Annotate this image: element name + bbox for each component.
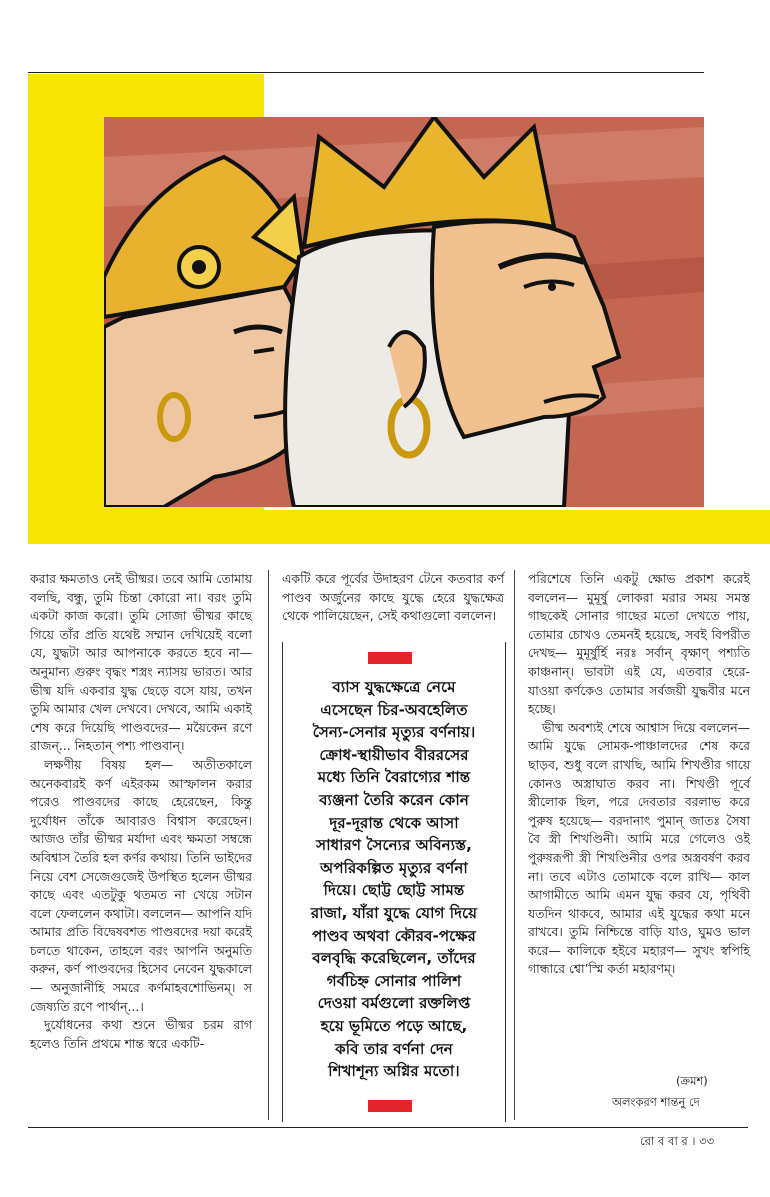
pullquote-line: রাজা, যাঁরা যুদ্ধে যোগ দিয়ে — [310, 903, 478, 922]
illustration-credit: অলংকরণ শান্তনু দে — [612, 1095, 700, 1109]
pullquote-line: শিখাশূন্য অগ্নির মতো। — [328, 1062, 460, 1081]
bottom-rule — [28, 1127, 748, 1128]
pullquote-line: পাণ্ডব অথবা কৌরব-পক্ষের — [312, 926, 476, 945]
pullquote-line: দেওয়া বর্মগুলো রক্তলিপ্ত — [317, 994, 471, 1013]
pullquote-line: সৈন্য-সেনার মৃত্যুর বর্ণনায়। — [312, 723, 476, 742]
paragraph: পরিশেষে তিনি একটু ক্ষোভ প্রকাশ করেই বললেন— মুমূর্ষু লোকরা মরার সময় সমস্ত গাছকেই সোনার গাছের মতো দেখতে পায়, তোমার চোখও তেমনই হয়েছে, সবই বিপরীত দেখছ— মুমূর্ষুর্হি নরঃ সর্বান্ বৃক্ষাণ্ পশ্যতি কাঞ্চনান্। ভাবটা এই যে, এতবার হেরে-যাওয়া কর্ণকেও তোমার সর্বজয়ী যুদ্ধবীর মনে হচ্ছে। — [528, 571, 750, 717]
top-rule — [28, 72, 704, 73]
pullquote-line: এসেছেন চির-অবহেলিত — [320, 700, 468, 719]
paragraph: করার ক্ষমতাও নেই ভীষ্মর। তবে আমি তোমায় বলছি, বন্ধু, তুমি চিন্তা কোরো না। বরং তুমি একটা কাজ করো। তুমি সোজা ভীষ্মর কাছে গিয়ে তাঁর প্রতি যথেষ্ট সম্মান দেখিয়েই বলো যে, যুদ্ধটা আর আপনাকে করতে হবে না— অনুমান্য গুরুং বৃদ্ধং শস্ত্রং ন্যাসয় ভারত। আর ভীষ্ম যদি একবার যুদ্ধ ছেড়ে বসে যায়, তখন তুমি আমার খেল দেখবে। দেখবে, আমি একাই শেষ করে দিয়েছি পাণ্ডবদের— ময়ৈকেন রণে রাজন্... নিহতান্ পশ্য পাণ্ডবান্। — [30, 571, 252, 754]
continued-label: (ক্রমশ) — [676, 1074, 708, 1088]
pullquote — [298, 676, 490, 1083]
page-footer: রো ব বা র । ৩৩ — [640, 1134, 715, 1148]
paragraph: দুর্যোধনের কথা শুনে ভীষ্মর চরম রাগ হলেও তিনি প্রথমে শান্ত স্বরে একটি- — [30, 1017, 252, 1051]
illustration-drawing — [104, 117, 704, 507]
paragraph: একটি করে পূর্বের উদাহরণ টেনে কতবার কর্ণ পাণ্ডব অর্জুনের কাছে যুদ্ধে হেরে যুদ্ধক্ষেত্র থেকে পালিয়েছেন, সেই কথাগুলো বললেন। — [282, 571, 504, 624]
pullquote-line: গর্বচিহ্ন সোনার পালিশ — [326, 971, 462, 990]
pullquote-bottom-bar — [368, 1100, 412, 1112]
article-column-3 — [528, 570, 750, 979]
article-column-2 — [282, 570, 504, 626]
pullquote-line: ব্যঞ্জনা তৈরি করেন কোন — [319, 790, 469, 809]
pullquote-line: ক্রোধ-স্থায়ীভাব বীররসের — [319, 745, 469, 764]
pullquote-top-bar — [368, 652, 412, 664]
pullquote-line: দূর-দূরান্ত থেকে আসা — [329, 813, 459, 832]
paragraph: লক্ষণীয় বিষয় হল— অতীতকালে অনেকবারই কর্ণ এইরকম আস্ফালন করার পরেও পাণ্ডবদের কাছে হেরেছেন, কিন্তু দুর্যোধন তাঁকে আবারও বিশ্বাস করেছেন। আজও তাঁর ভীষ্মর মর্যাদা এবং ক্ষমতা সম্বন্ধে অবিশ্বাস তৈরি হল কর্ণর কথায়। তিনি ভাইদের নিয়ে বেশ সেজেগুজেই উপস্থিত হলেন ভীষ্মর কাছে এবং এতটুকু থতমত না খেয়ে সটান বলে ফেললেন কথাটা। বললেন— আপনি যদি আমার প্রতি বিদ্বেষবশত পাণ্ডবদের দয়া করেই চলতে থাকেন, তাহলে বরং আপনি অনুমতি করুন, কর্ণ পাণ্ডবদের হিসেব নেবেন যুদ্ধকালে— অনুজানীহি সমরে কর্ণমাহবশোভিনম্। স জেষ্যতি রণে পার্থান্...। — [30, 756, 252, 1014]
pullquote-line: অপরিকল্পিত মৃত্যুর বর্ণনা — [320, 858, 468, 877]
illustration-karna-bhishma — [104, 117, 704, 507]
pullquote-line: দিয়ে। ছোট্ট ছোট্ট সামন্ত — [323, 881, 465, 900]
pullquote-line: হয়ে ভূমিতে পড়ে আছে, — [320, 1016, 468, 1035]
paragraph: ভীষ্ম অবশ্যই শেষে আশ্বাস দিয়ে বললেন— আমি যুদ্ধে সোমক-পাঞ্চালদের শেষ করে ছাড়ব, শুধু বলে রাখছি, আমি শিখণ্ডীর গায়ে কোনও অস্ত্রাঘাত করব না। শিখণ্ডী পূর্বে স্ত্রীলোক ছিল, পরে দেবতার বরলাভ করে পুরুষ হয়েছে— বরদানাৎ পুমান্ জাতঃ সৈষা বৈ স্ত্রী শিখণ্ডিনী। আমি মরে গেলেও ওই পুরুষরূপী স্ত্রী শিখণ্ডিনীর ওপর অস্ত্রবর্ষণ করব না। তবে এটাও তোমাকে বলে রাখি— কাল আগামীতে আমি এমন যুদ্ধ করব যে, পৃথিবী যতদিন থাকবে, আমার এই যুদ্ধের কথা মনে রাখবে। তুমি নিশ্চিন্তে বাড়ি যাও, ঘুমও ভাল করে— কালিকে হইবে মহারণ— সুখং স্বপিহি গান্ধারে শ্বো’স্মি কর্তা মহারণম্। — [528, 719, 750, 977]
column-divider — [268, 570, 269, 1120]
pullquote-line: ব্যাস যুদ্ধক্ষেত্রে নেমে — [332, 678, 456, 696]
pullquote-line: মধ্যে তিনি বৈরাগ্যের শান্ত — [317, 768, 471, 787]
article-column-1 — [30, 570, 252, 1053]
pullquote-line: সাধারণ সৈন্যের অবিন্যস্ত, — [316, 836, 472, 855]
column-divider — [514, 570, 515, 1120]
pullquote-line: কবি তার বর্ণনা দেন — [335, 1039, 453, 1058]
yellow-accent-strip — [28, 510, 770, 544]
pullquote-line: বলবৃদ্ধি করেছিলেন, তাঁদের — [312, 949, 476, 968]
